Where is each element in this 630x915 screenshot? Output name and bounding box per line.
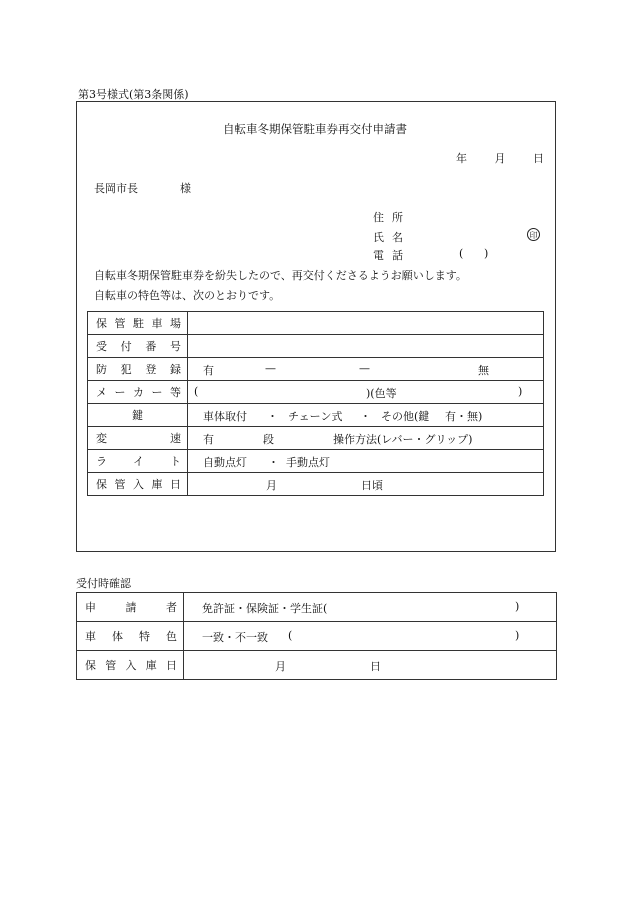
table-row: [88, 450, 544, 473]
body-line-2: 自転車の特色等は、次のとおりです。: [94, 289, 281, 302]
table-row: [88, 381, 544, 404]
row-label-applicant: 申 請 者: [77, 593, 184, 622]
bicycle-details-table: [87, 311, 544, 496]
applicant-id-field[interactable]: 免許証・保険証・学生証( ): [184, 593, 557, 622]
label-char: 氏: [373, 231, 384, 244]
body-features-field[interactable]: 一致・不一致 ( ): [184, 622, 557, 651]
table-row: [77, 593, 557, 622]
body-line-1: 自転車冬期保管駐車券を紛失したので、再交付くださるようお願いします。: [94, 269, 467, 282]
applicant-name-label: [373, 229, 403, 245]
addressee-name: 長岡市長: [94, 182, 138, 195]
applicant-address-label: [373, 209, 403, 225]
row-label-storage-entry-date: 保 管 入 庫 日: [77, 651, 184, 680]
label-char: 所: [392, 211, 403, 224]
reception-confirmation-table: [76, 592, 557, 680]
row-label-storage-lot: 保 管 駐 車 場: [88, 312, 188, 335]
row-label-receipt-number: 受 付 番 号: [88, 335, 188, 358]
lock-field[interactable]: 車体取付 ・ チェーン式 ・ その他(鍵 有・無): [188, 404, 544, 427]
document-title: 自転車冬期保管駐車券再交付申請書: [223, 122, 407, 136]
table-row: [77, 651, 557, 680]
addressee: [94, 180, 191, 196]
label-char: 名: [392, 231, 403, 244]
receipt-number-field[interactable]: [188, 335, 544, 358]
gear-field[interactable]: 有 段 操作方法(レバー・グリップ): [188, 427, 544, 450]
table-row: [88, 358, 544, 381]
table-row: [88, 427, 544, 450]
light-field[interactable]: 自動点灯 ・ 手動点灯: [188, 450, 544, 473]
applicant-phone-label: [373, 247, 403, 263]
row-label-lock: 鍵: [88, 404, 188, 427]
table-row: [88, 312, 544, 335]
seal-mark: 印: [527, 228, 540, 241]
addressee-honorific: 様: [180, 182, 191, 195]
crime-registration-field[interactable]: 有 — — 無: [188, 358, 544, 381]
label-char: 電: [373, 249, 384, 262]
phone-paren-close: ): [484, 247, 489, 260]
row-label-crime-registration: 防 犯 登 録: [88, 358, 188, 381]
label-char: 話: [392, 249, 403, 262]
storage-date-field[interactable]: 月 日頃: [188, 473, 544, 496]
row-label-storage-date: 保 管 入 庫 日: [88, 473, 188, 496]
storage-lot-field[interactable]: [188, 312, 544, 335]
row-label-body-features: 車 体 特 色: [77, 622, 184, 651]
maker-field[interactable]: ( )(色等 ): [188, 381, 544, 404]
row-label-light: ラ イ ト: [88, 450, 188, 473]
table-row: [88, 335, 544, 358]
phone-paren-open: (: [459, 247, 464, 260]
row-label-maker: メ ー カ ー 等: [88, 381, 188, 404]
row-label-gear: 変 速: [88, 427, 188, 450]
date-month: 月: [494, 152, 506, 165]
table-row: [88, 473, 544, 496]
reception-confirmation-heading: 受付時確認: [76, 577, 131, 590]
date-row: [456, 150, 544, 166]
table-row: [88, 404, 544, 427]
form-number: 第3号様式(第3条関係): [78, 88, 189, 101]
date-day: 日: [533, 152, 544, 165]
storage-entry-date-field[interactable]: 月 日: [184, 651, 557, 680]
table-row: [77, 622, 557, 651]
date-year: 年: [456, 152, 467, 165]
label-char: 住: [373, 211, 384, 224]
